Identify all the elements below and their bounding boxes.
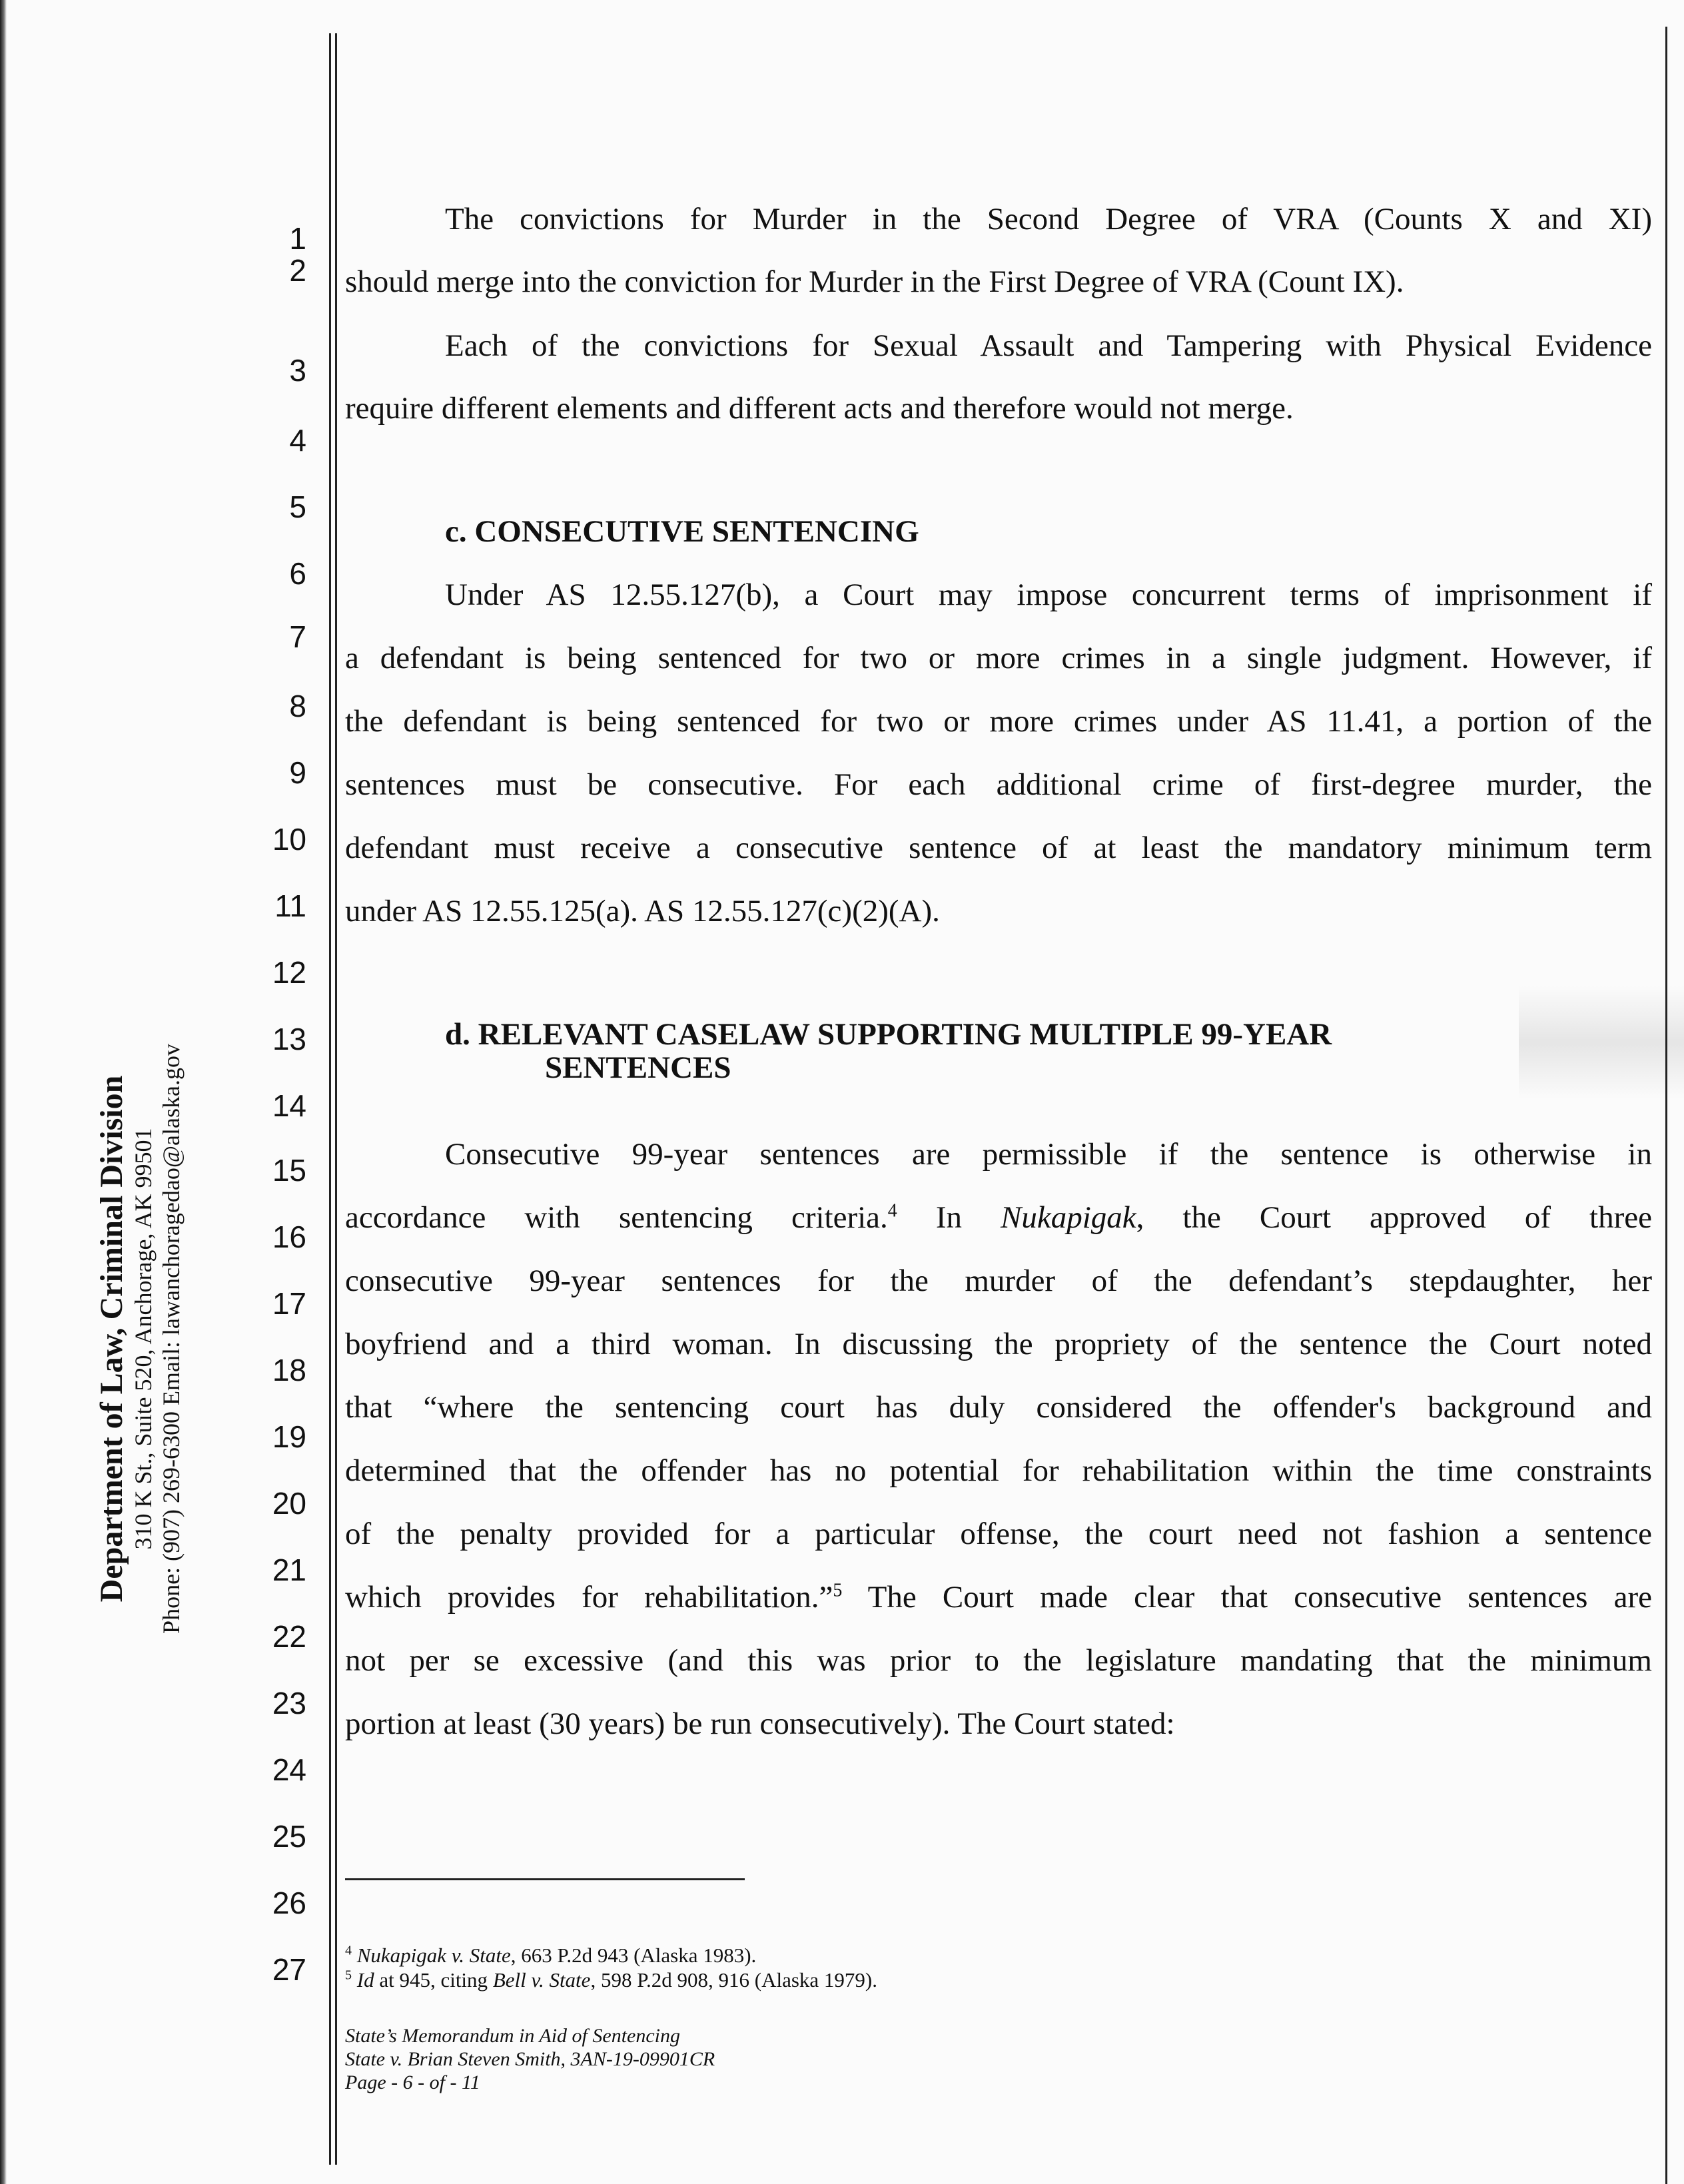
- section-d-line-8: which provides for rehabilitation.”$^5$ The Court made clear that consecutive sentences are: [345, 1580, 1653, 1615]
- merger-paragraph-2-line-1: Each of the convictions for Sexual Assault and Tampering with Physical Evidence: [445, 328, 1652, 363]
- section-d-line-4: boyfriend and a third woman. In discussing the propriety of the sentence the Court noted: [345, 1327, 1652, 1361]
- footnote-5: $^5$ Id at 945, citing Bell v. State, 598 P.2d 908, 916 (Alaska 1979).: [345, 1968, 877, 1992]
- line-number: 11: [274, 889, 306, 923]
- left-margin-rule-inner: [335, 33, 337, 2165]
- line-number: 25: [272, 1819, 306, 1854]
- line-number: 22: [272, 1619, 306, 1654]
- line-number: 2: [289, 253, 306, 288]
- case-name: Nukapigak: [1001, 1200, 1136, 1235]
- line-number: 26: [272, 1886, 306, 1920]
- footnote-ref-4[interactable]: 4: [887, 1200, 897, 1222]
- line-number: 6: [289, 556, 306, 591]
- firm-sidebar: [93, 972, 185, 1705]
- section-c-line-6: under AS 12.55.125(a). AS 12.55.127(c)(2)(A).: [345, 894, 940, 928]
- section-d-heading-line-1: d. RELEVANT CASELAW SUPPORTING MULTIPLE 99-YEAR: [445, 1017, 1332, 1052]
- line-number: 16: [272, 1220, 306, 1254]
- section-d-line-6: determined that the offender has no potential for rehabilitation within the time constraints: [345, 1453, 1652, 1488]
- line-number: 4: [289, 423, 306, 458]
- merger-paragraph-1-line-1: The convictions for Murder in the Second Degree of VRA (Counts X and XI): [445, 202, 1652, 236]
- left-margin-rule-outer: [329, 33, 331, 2165]
- section-c-line-5: defendant must receive a consecutive sentence of at least the mandatory minimum term: [345, 831, 1652, 865]
- sidebar-org: Department of Law, Criminal Division: [94, 1075, 129, 1603]
- sidebar-contact: Phone: (907) 269-6300 Email: lawanchoragedao@alaska.gov: [157, 1044, 185, 1634]
- merger-paragraph-2-line-2: require different elements and different acts and therefore would not merge.: [345, 391, 1294, 426]
- line-number: 20: [272, 1486, 306, 1521]
- footnote-4: $^4$ Nukapigak v. State, 663 P.2d 943 (Alaska 1983).: [345, 1943, 757, 1967]
- section-d-heading-line-2: SENTENCES: [545, 1050, 731, 1085]
- section-d-line-1: Consecutive 99-year sentences are permissible if the sentence is otherwise in: [445, 1137, 1652, 1172]
- footnote-ref-5[interactable]: 5: [833, 1580, 843, 1601]
- footer-case: State v. Brian Steven Smith, 3AN-19-09901CR: [345, 2048, 715, 2070]
- line-number: 12: [272, 955, 306, 990]
- section-d-line-9: not per se excessive (and this was prior to the legislature mandating that the minimum: [345, 1643, 1652, 1678]
- line-number: 5: [289, 490, 306, 524]
- scan-edge-shadow: [0, 0, 7, 2184]
- line-number: 9: [289, 755, 306, 790]
- section-c-line-3: the defendant is being sentenced for two or more crimes under AS 11.41, a portion of the: [345, 704, 1652, 739]
- section-c-line-2: a defendant is being sentenced for two or more crimes in a single judgment. However, if: [345, 641, 1652, 675]
- line-number: 18: [272, 1353, 306, 1387]
- line-number: 8: [289, 689, 306, 723]
- footnote-separator: [345, 1878, 745, 1880]
- merger-paragraph-1-line-2: should merge into the conviction for Murder in the First Degree of VRA (Count IX).: [345, 264, 1404, 299]
- section-d-line-5: that “where the sentencing court has duly considered the offender's background and: [345, 1390, 1652, 1425]
- section-d-line-10: portion at least (30 years) be run consecutively). The Court stated:: [345, 1706, 1175, 1741]
- line-number: 19: [272, 1419, 306, 1454]
- section-c-heading: c. CONSECUTIVE SENTENCING: [445, 514, 919, 549]
- line-number: 14: [272, 1088, 306, 1123]
- sidebar-address: 310 K St., Suite 520, Anchorage, AK 99501: [130, 1128, 157, 1550]
- section-d-line-2: accordance with sentencing criteria.$^4$ In Nukapigak, the Court approved of three: [345, 1200, 1652, 1235]
- line-number: 7: [289, 619, 306, 654]
- line-number: 15: [272, 1153, 306, 1188]
- line-number: 24: [272, 1752, 306, 1787]
- line-number: 3: [289, 353, 306, 388]
- line-number: 27: [272, 1952, 306, 1987]
- line-number: 10: [272, 822, 306, 857]
- section-d-line-3: consecutive 99-year sentences for the murder of the defendant’s stepdaughter, her: [345, 1264, 1652, 1298]
- section-c-line-4: sentences must be consecutive. For each additional crime of first-degree murder, the: [345, 767, 1652, 802]
- line-number: 17: [272, 1286, 306, 1321]
- footer-page-number: Page - 6 - of - 11: [345, 2071, 480, 2093]
- line-number: 1: [289, 221, 306, 256]
- line-number: 23: [272, 1686, 306, 1720]
- section-d-line-7: of the penalty provided for a particular offense, the court need not fashion a sentence: [345, 1517, 1652, 1551]
- footer-title: State’s Memorandum in Aid of Sentencing: [345, 2025, 680, 2047]
- right-margin-rule: [1665, 27, 1667, 2184]
- line-number: 13: [272, 1022, 306, 1056]
- section-c-line-1: Under AS 12.55.127(b), a Court may impose concurrent terms of imprisonment if: [445, 577, 1652, 612]
- line-number: 21: [272, 1553, 306, 1587]
